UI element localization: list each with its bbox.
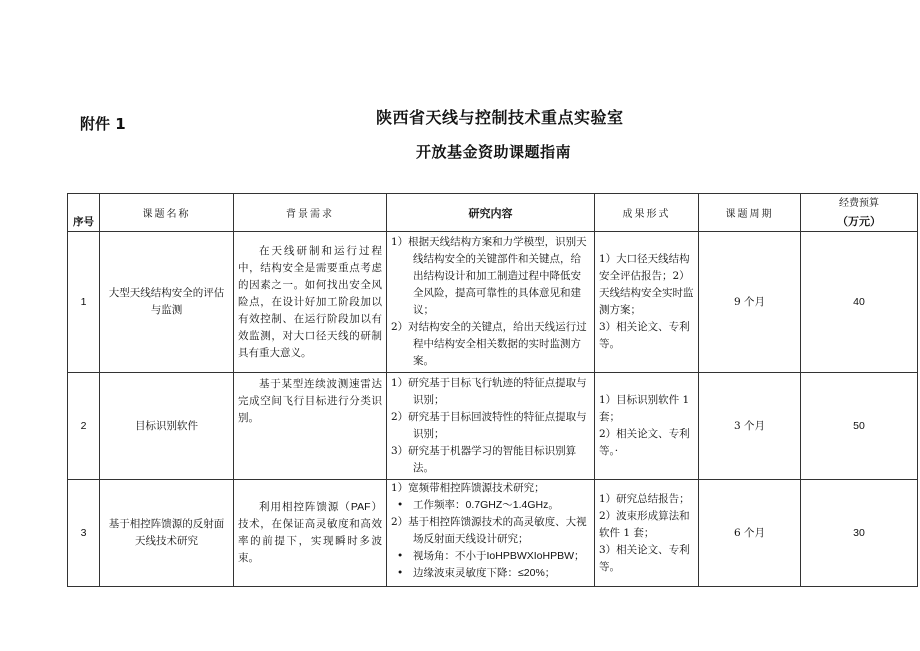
header-name: 课题名称 bbox=[100, 194, 234, 232]
bullet-value: 0.7GHZ～1.4GHz。 bbox=[465, 499, 559, 511]
header-budget-line1: 经费预算 bbox=[839, 197, 879, 209]
output-item: 3）相关论文、专利等。 bbox=[599, 543, 690, 573]
row-background: 基于某型连续波测速雷达完成空间飞行目标进行分类识别。 bbox=[234, 373, 387, 480]
output-item: 1）目标识别软件 1 套； bbox=[599, 394, 690, 423]
output-item: 3）相关论文、专利等。 bbox=[599, 321, 690, 350]
header-period: 课题周期 bbox=[699, 194, 801, 232]
attachment-label: 附件 1 bbox=[80, 115, 126, 133]
bullet-label: 视场角：不小于 bbox=[413, 550, 487, 562]
row-content bbox=[387, 480, 595, 587]
row-background bbox=[234, 480, 387, 587]
content-item: 2）对结构安全的关键点，给出天线运行过程中结构安全相关数据的实时监测方案。 bbox=[391, 321, 587, 367]
bullet-label: 边缘波束灵敏度下降： bbox=[413, 567, 518, 579]
row-content bbox=[387, 373, 595, 480]
row-seq: 2 bbox=[68, 373, 100, 480]
content-item: 2）基于相控阵馈源技术的高灵敏度、大视场反射面天线设计研究； bbox=[391, 516, 587, 545]
background-text-post: ）技术，在保证高灵敏度和高效率的前提下，实现瞬时多波束。 bbox=[238, 501, 383, 564]
table-row bbox=[68, 232, 918, 373]
output-item: 1）研究总结报告； bbox=[599, 492, 690, 505]
header-background: 背景需求 bbox=[234, 194, 387, 232]
table-row bbox=[68, 373, 918, 480]
document-title: 陕西省天线与控制技术重点实验室 bbox=[376, 108, 624, 127]
row-seq: 1 bbox=[68, 232, 100, 373]
row-seq: 3 bbox=[68, 480, 100, 587]
row-period: 3 个月 bbox=[699, 373, 801, 480]
row-period: 6 个月 bbox=[699, 480, 801, 587]
row-output bbox=[595, 480, 699, 587]
table-header-row bbox=[68, 194, 918, 232]
output-item: 2）波束形成算法和软件 1 套； bbox=[599, 509, 690, 539]
row-budget: 40 bbox=[801, 232, 918, 373]
row-background: 在天线研制和运行过程中，结构安全是需要重点考虑的因素之一。如何找出安全风险点，在设计好加工阶段加以有效控制、在运行阶段加以有效监测，对大口径天线的研制具有重大意义。 bbox=[234, 232, 387, 373]
row-budget: 50 bbox=[801, 373, 918, 480]
table-row bbox=[68, 480, 918, 587]
header-output: 成果形式 bbox=[595, 194, 699, 232]
row-content bbox=[387, 232, 595, 373]
header-budget-line2: （万元） bbox=[837, 214, 881, 228]
output-item: 1）大口径天线结构安全评估报告；2）天线结构安全实时监测方案； bbox=[599, 253, 694, 316]
row-output bbox=[595, 232, 699, 373]
content-item: 2）研究基于目标回波特性的特征点提取与识别； bbox=[391, 411, 587, 440]
header-content: 研究内容 bbox=[387, 194, 595, 232]
content-clip bbox=[391, 480, 590, 586]
topics-table bbox=[67, 193, 918, 587]
row-period: 9 个月 bbox=[699, 232, 801, 373]
content-bullet bbox=[391, 548, 590, 565]
header-budget bbox=[801, 194, 918, 232]
content-item: 1）研究基于目标飞行轨迹的特征点提取与识别； bbox=[391, 377, 587, 406]
bullet-value: IoHPBWXIoHPBW； bbox=[486, 550, 585, 562]
output-item: 2）相关论文、专利等。· bbox=[599, 428, 690, 457]
bullet-label: 工作频率： bbox=[413, 499, 466, 511]
row-name: 大型天线结构安全的评估与监测 bbox=[100, 232, 234, 373]
background-text-pre: 利用相控阵馈源（ bbox=[259, 501, 351, 513]
row-name: 目标识别软件 bbox=[100, 373, 234, 480]
row-budget: 30 bbox=[801, 480, 918, 587]
header-seq: 序号 bbox=[68, 194, 100, 232]
content-item: 1）宽频带相控阵馈源技术研究； bbox=[391, 482, 545, 494]
row-output bbox=[595, 373, 699, 480]
content-item: 3）研究基于机器学习的智能目标识别算法。 bbox=[391, 445, 577, 474]
content-item: 1）根据天线结构方案和力学模型，识别天线结构安全的关键部件和关键点，给出结构设计和加工制造过程中降低安全风险，提高可靠性的具体意见和建议； bbox=[391, 236, 587, 316]
row-name: 基于相控阵馈源的反射面天线技术研究 bbox=[100, 480, 234, 587]
background-abbr: PAF bbox=[350, 501, 371, 513]
content-bullet bbox=[391, 565, 590, 582]
document-subtitle: 开放基金资助课题指南 bbox=[416, 143, 572, 161]
bullet-value: ≤20%； bbox=[518, 567, 556, 579]
content-bullet bbox=[391, 497, 590, 514]
